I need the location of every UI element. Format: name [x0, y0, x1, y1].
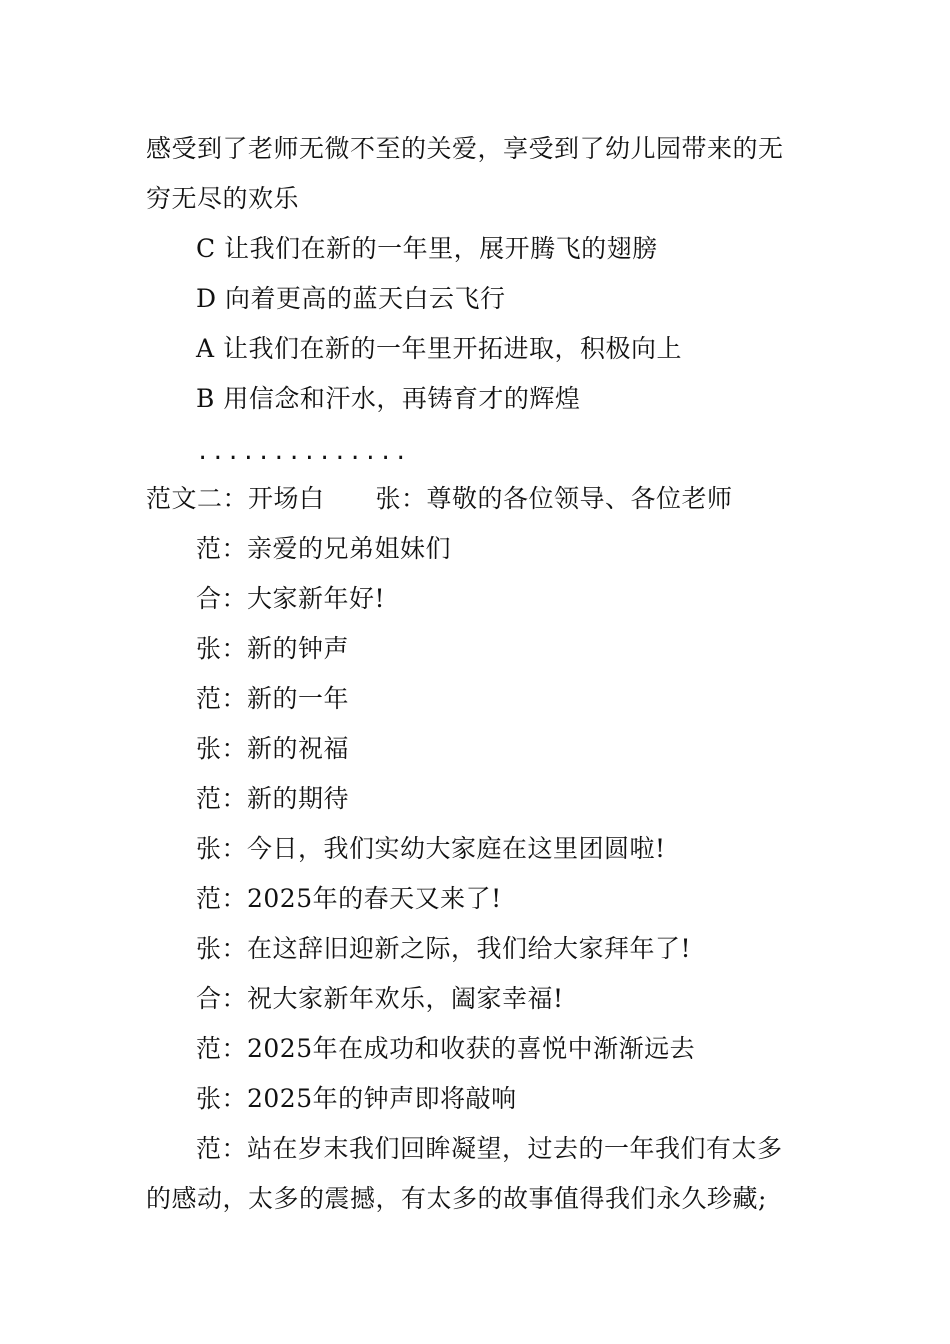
dialogue-line: 范：新的一年	[196, 684, 350, 713]
dialogue-line: 合：大家新年好!	[196, 584, 386, 613]
dialogue-line: 范：新的期待	[196, 784, 350, 813]
dialogue-line: 张：今日，我们实幼大家庭在这里团圆啦!	[196, 834, 666, 863]
dialogue-line: 范：2025年的春天又来了!	[196, 884, 502, 913]
dialogue-line: 张：新的钟声	[196, 634, 350, 663]
paragraph-line: 穷无尽的欢乐	[146, 184, 300, 213]
dialogue-line-continuation: 的感动，太多的震撼，有太多的故事值得我们永久珍藏;	[146, 1184, 767, 1213]
section-heading: 范文二：开场白 张：尊敬的各位领导、各位老师	[146, 484, 733, 513]
option-line-c: C 让我们在新的一年里，展开腾飞的翅膀	[196, 234, 658, 263]
ellipsis-line: ..............	[196, 440, 410, 465]
dialogue-line: 范：亲爱的兄弟姐妹们	[196, 534, 452, 563]
dialogue-line: 张：2025年的钟声即将敲响	[196, 1084, 517, 1113]
dialogue-line: 合：祝大家新年欢乐，阖家幸福!	[196, 984, 564, 1013]
dialogue-line: 张：新的祝福	[196, 734, 350, 763]
dialogue-line: 张：在这辞旧迎新之际，我们给大家拜年了!	[196, 934, 692, 963]
paragraph-line: 感受到了老师无微不至的关爱，享受到了幼儿园带来的无	[146, 134, 784, 163]
option-line-d: D 向着更高的蓝天白云飞行	[196, 284, 506, 313]
option-line-a: A 让我们在新的一年里开拓进取，积极向上	[196, 334, 683, 363]
option-line-b: B 用信念和汗水，再铸育才的辉煌	[196, 384, 581, 413]
dialogue-line: 范：2025年在成功和收获的喜悦中渐渐远去	[196, 1034, 696, 1063]
dialogue-line: 范：站在岁末我们回眸凝望，过去的一年我们有太多	[196, 1134, 783, 1163]
